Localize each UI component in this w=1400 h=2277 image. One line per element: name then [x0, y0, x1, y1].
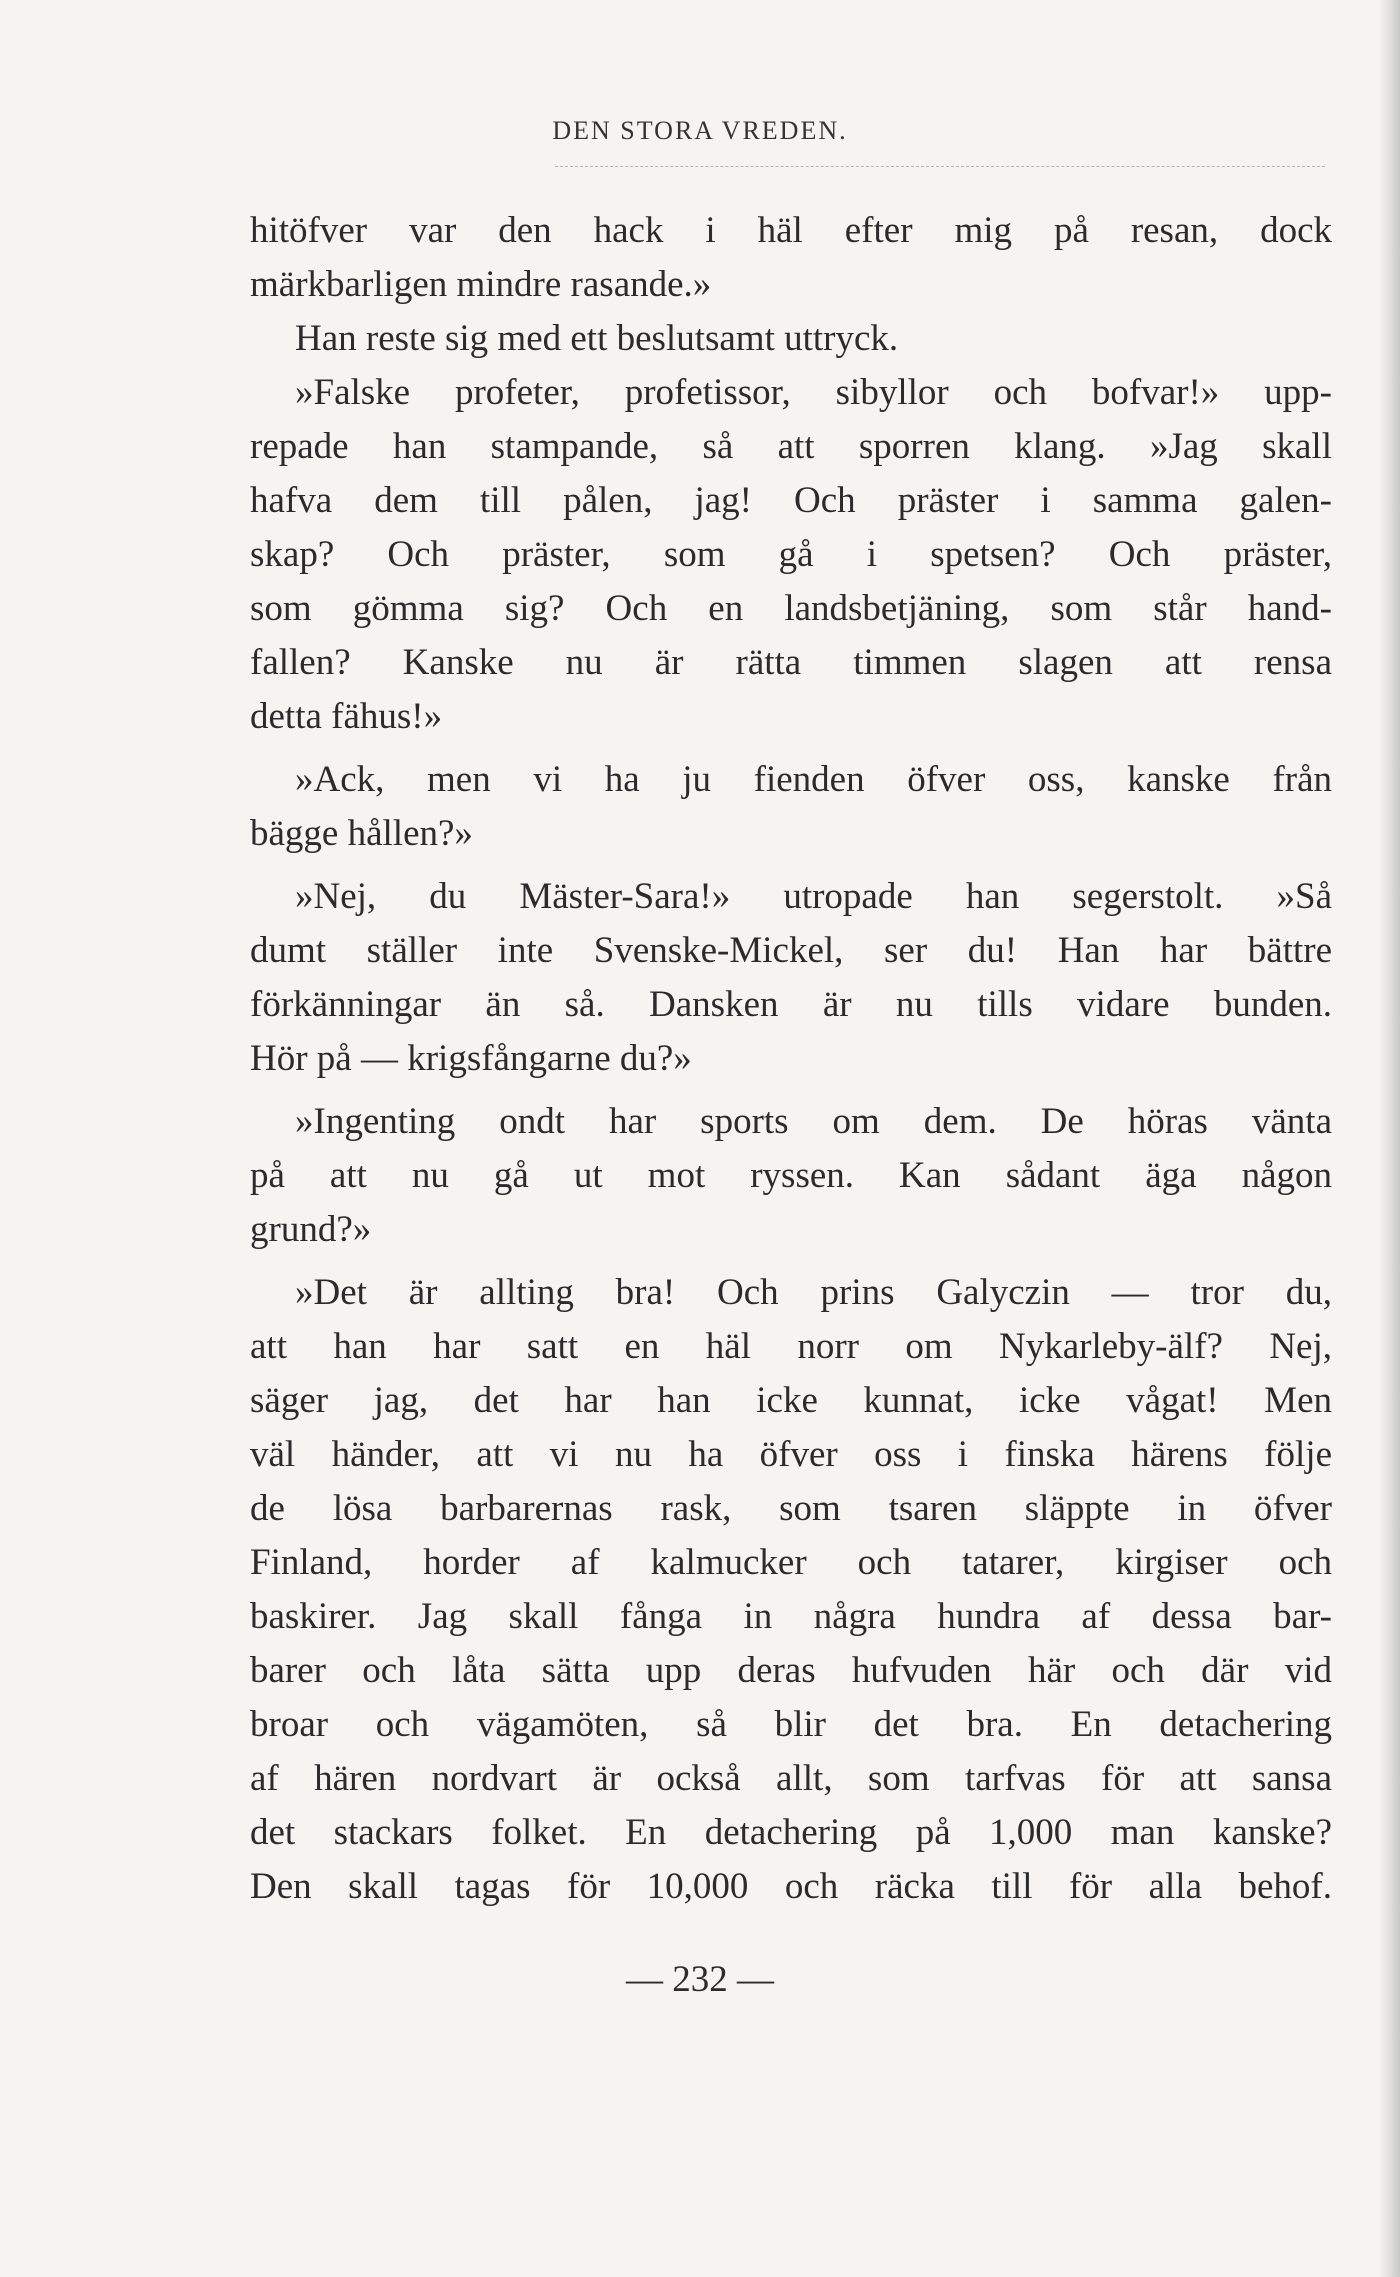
text-line: baskirer. Jag skall fånga in några hundra af dessa bar-: [250, 1596, 1332, 1637]
paragraph: [250, 753, 1332, 861]
text-line: grund?»: [250, 1209, 372, 1250]
text-line: barer och låta sätta upp deras hufvuden här och där vid: [250, 1650, 1332, 1691]
text-line: Finland, horder af kalmucker och tatarer, kirgiser och: [250, 1542, 1332, 1583]
text-line: »Ack, men vi ha ju fienden öfver oss, kanske från: [295, 759, 1332, 800]
page-edge-shadow: [1378, 0, 1400, 2277]
text-line: de lösa barbarernas rask, som tsaren släppte in öfver: [250, 1488, 1332, 1529]
paragraph: [250, 312, 1332, 366]
text-line: hafva dem till pålen, jag! Och präster i samma galen-: [250, 480, 1332, 521]
running-header: DEN STORA VREDEN.: [552, 116, 848, 145]
text-line: väl händer, att vi nu ha öfver oss i finska härens följe: [250, 1434, 1332, 1475]
text-line: som gömma sig? Och en landsbetjäning, som står hand-: [250, 588, 1332, 629]
text-line: »Falske profeter, profetissor, sibyllor och bofvar!» upp-: [295, 372, 1332, 413]
text-line: af hären nordvart är också allt, som tarfvas för att sansa: [250, 1758, 1332, 1799]
text-line: Hör på — krigsfångarne du?»: [250, 1038, 692, 1079]
text-line: broar och vägamöten, så blir det bra. En detachering: [250, 1704, 1332, 1745]
text-line: »Nej, du Mäster-Sara!» utropade han segerstolt. »Så: [295, 876, 1332, 917]
body-text: [250, 204, 1332, 1914]
paragraph: [250, 1095, 1332, 1257]
text-line: »Ingenting ondt har sports om dem. De höras vänta: [295, 1101, 1332, 1142]
page-number: — 232 —: [626, 1959, 774, 2000]
text-line: det stackars folket. En detachering på 1,000 man kanske?: [250, 1812, 1332, 1853]
paragraph: [250, 204, 1332, 312]
text-line: Han reste sig med ett beslutsamt uttryck.: [295, 318, 899, 359]
text-line: på att nu gå ut mot ryssen. Kan sådant äga någon: [250, 1155, 1332, 1196]
paragraph: [250, 1266, 1332, 1914]
header-rule: [555, 166, 1325, 167]
paragraph: [250, 870, 1332, 1086]
paragraph: [250, 366, 1332, 744]
text-line: bägge hållen?»: [250, 813, 473, 854]
text-line: förkänningar än så. Dansken är nu tills vidare bunden.: [250, 984, 1332, 1025]
text-line: säger jag, det har han icke kunnat, icke vågat! Men: [250, 1380, 1332, 1421]
text-line: hitöfver var den hack i häl efter mig på resan, dock: [250, 210, 1332, 251]
text-line: Den skall tagas för 10,000 och räcka till för alla behof.: [250, 1866, 1332, 1907]
text-line: dumt ställer inte Svenske-Mickel, ser du! Han har bättre: [250, 930, 1332, 971]
text-line: att han har satt en häl norr om Nykarleby-älf? Nej,: [250, 1326, 1332, 1367]
text-line: »Det är allting bra! Och prins Galyczin — tror du,: [295, 1272, 1332, 1313]
text-line: repade han stampande, så att sporren klang. »Jag skall: [250, 426, 1332, 467]
text-line: skap? Och präster, som gå i spetsen? Och präster,: [250, 534, 1332, 575]
text-line: märkbarligen mindre rasande.»: [250, 264, 712, 305]
text-line: fallen? Kanske nu är rätta timmen slagen att rensa: [250, 642, 1332, 683]
text-line: detta fähus!»: [250, 696, 443, 737]
